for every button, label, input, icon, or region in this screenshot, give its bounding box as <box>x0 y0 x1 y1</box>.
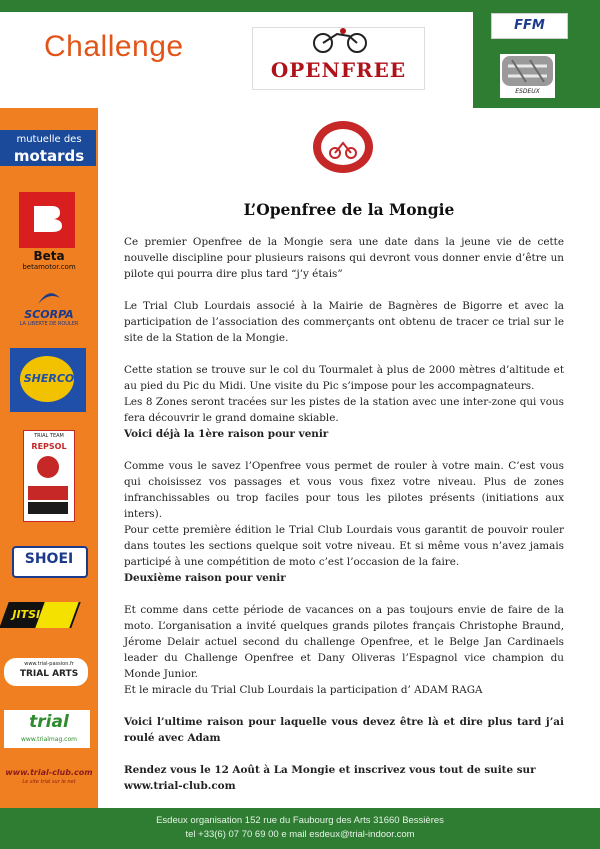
paragraph-ultimate-reason: Voici l’ultime raison pour laquelle vous devez être là et dire plus tard j’ai roulé avec Adam <box>124 716 564 744</box>
sponsor-shoei: SHOEI <box>0 546 98 576</box>
sponsor-mutuelle-des-motards: mutuelle des motards <box>0 130 98 166</box>
sponsor-trial-magazine: trial www.trialmag.com <box>0 710 98 750</box>
paragraph-station <box>124 362 564 442</box>
challenge-openfree-emblem <box>311 119 375 175</box>
article-title: L’Openfree de la Mongie <box>243 200 455 219</box>
footer-band <box>0 808 600 849</box>
article-body <box>124 234 564 810</box>
paragraph-trial-club: Le Trial Club Lourdais associé à la Mairie de Bagnères de Bigorre et avec la participation de l’association des commerçants ont obtenu de tracer ce trial sur le site de la Station de la Mongie. <box>124 300 564 344</box>
emblem-badge-icon <box>311 119 375 175</box>
paragraph-rendezvous <box>124 762 564 794</box>
beta-b-icon <box>30 204 64 234</box>
openfree-logo-text: OPENFREE <box>270 58 407 82</box>
station-line-location: Cette station se trouve sur le col du Tourmalet à plus de 2000 mètres d’altitude et au pied du Pic du Midi. Une visite du Pic s’impose pour les accompagnateurs. <box>124 364 564 392</box>
rendezvous-line: Rendez vous le 12 Août à La Mongie et inscrivez vous tout de suite sur <box>124 764 536 776</box>
scorpa-swoosh-icon <box>36 290 62 308</box>
website-link[interactable]: www.trial-club.com <box>124 780 236 792</box>
sponsor-beta: Beta betamotor.com <box>0 192 98 272</box>
paragraph-intro: Ce premier Openfree de la Mongie sera une date dans la jeune vie de cette nouvelle discipline pour plusieurs raisons qui devront vous donner envie d’être un pilote qui pourra dire plus tard “j’y étais” <box>124 236 564 280</box>
esdeux-logo <box>500 54 555 98</box>
header-band <box>0 0 600 108</box>
station-line-zones: Les 8 Zones seront tracées sur les pistes de la station avec une inter-zone qui vous fera découvrir le grand domaine skiable. <box>124 396 564 424</box>
riders-line-raga: Et le miracle du Trial Club Lourdais la participation d’ ADAM RAGA <box>124 684 483 696</box>
ffm-logo: FFM <box>491 13 568 39</box>
paragraph-openfree <box>124 458 564 586</box>
footer-contact: tel +33(6) 07 70 69 00 e mail esdeux@trial-indoor.com <box>185 829 415 840</box>
sponsor-trial-club: www.trial-club.com Le site trial sur le net <box>5 768 93 785</box>
riders-line-invited: Et comme dans cette période de vacances on a pas toujours envie de faire de la moto. L’organisation a invité quelques grands pilotes français Christophe Braund, Jérome Delair actuel second du challenge Openfree, et le Belge Jan Cardinaels leader du Challenge Openfree et Dany Oliveras l’Espagnol vice champion du Monde Junior. <box>124 604 564 680</box>
sponsor-repsol-montesa: TRIAL TEAM REPSOL <box>0 430 98 522</box>
openfree-line-guarantee: Pour cette première édition le Trial Club Lourdais vous garantit de pouvoir rouler dans toutes les sections quelque soit votre niveau. Et si même vous n’avez jamais participé à une compétition de moto c’est l’occasion de la faire. <box>124 524 564 568</box>
esdeux-logo-text: ESDEUX <box>515 88 540 95</box>
esdeux-emblem-icon <box>500 54 555 88</box>
sponsor-jitsie: JITSIE <box>0 602 98 632</box>
sponsor-sherco: SHERCO <box>0 348 98 414</box>
station-line-reason: Voici déjà la 1ère raison pour venir <box>124 428 329 440</box>
openfree-line-choice: Comme vous le savez l’Openfree vous permet de rouler à votre main. C’est vous qui choisissez vos passages et vous vous fixez votre niveau. Plus de zones infranchissables ou trop faciles pour tous les pilotes présents (initiations aux inters). <box>124 460 564 520</box>
sponsor-scorpa: SCORPA LA LIBERTE DE ROULER <box>0 290 98 330</box>
sponsor-sidebar <box>0 108 98 808</box>
challenge-title: Challenge <box>44 30 184 63</box>
footer-address: Esdeux organisation 152 rue du Faubourg des Arts 31660 Bessières <box>156 815 444 826</box>
openfree-line-reason: Deuxième raison pour venir <box>124 572 286 584</box>
openfree-logo <box>252 27 425 90</box>
paragraph-riders <box>124 602 564 698</box>
sponsor-trial-arts: www.trial-passion.fr TRIAL ARTS <box>0 658 98 688</box>
